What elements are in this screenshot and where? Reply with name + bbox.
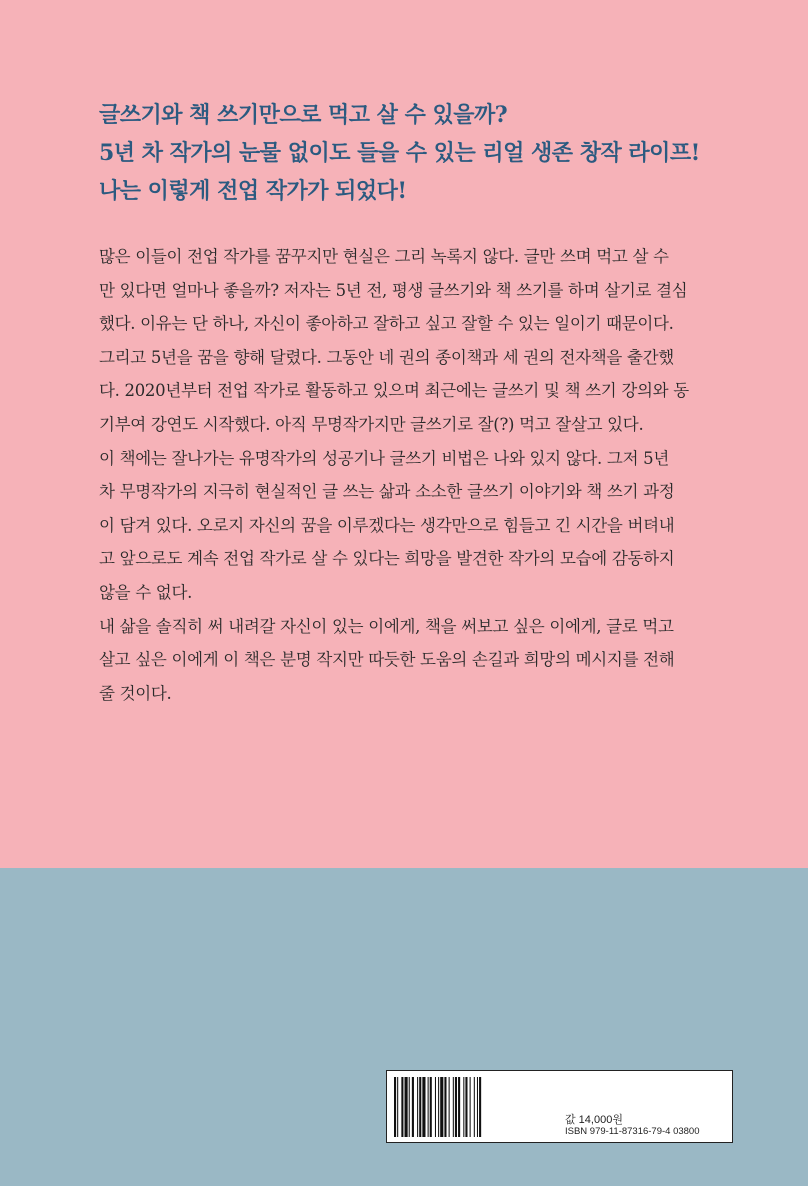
description-line: 기부여 강연도 시작했다. 아직 무명작가지만 글쓰기로 잘(?) 먹고 잘살고 있다. xyxy=(99,414,644,434)
headline-line-3: 나는 이렇게 전업 작가가 되었다! xyxy=(99,178,407,204)
barcode-bar xyxy=(438,1077,439,1137)
barcode-bar xyxy=(455,1077,457,1137)
description-line: 이 담겨 있다. 오로지 자신의 꿈을 이루겠다는 생각만으로 힘들고 긴 시간을 버텨내 xyxy=(99,515,675,535)
isbn-number: ISBN 979-11-87316-79-4 03800 xyxy=(565,1126,700,1137)
description-line: 만 있다면 얼마나 좋을까? 저자는 5년 전, 평생 글쓰기와 책 쓰기를 하며 살기로 결심 xyxy=(99,280,688,300)
headline xyxy=(99,96,759,210)
barcode-bar xyxy=(430,1077,432,1137)
barcode-label xyxy=(386,1070,733,1143)
headline-line-2: 5년 차 작가의 눈물 없이도 들을 수 있는 리얼 생존 창작 라이프! xyxy=(99,140,700,166)
barcode-bar xyxy=(477,1077,478,1137)
barcode-bar xyxy=(394,1077,396,1137)
barcode-bar xyxy=(465,1077,467,1137)
description-line: 고 앞으로도 계속 전업 작가로 살 수 있다는 희망을 발견한 작가의 모습에 감동하지 xyxy=(99,549,675,569)
barcode-bar xyxy=(453,1077,454,1137)
barcode-bar xyxy=(458,1077,460,1137)
barcode-bar xyxy=(409,1077,410,1137)
description-line: 않을 수 없다. xyxy=(99,582,193,602)
description-line: 내 삶을 솔직히 써 내려갈 자신이 있는 이에게, 책을 써보고 싶은 이에게, 글로 먹고 xyxy=(99,616,674,636)
description-line: 이 책에는 잘나가는 유명작가의 성공기나 글쓰기 비법은 나와 있지 않다. 그저 5년 xyxy=(99,448,669,468)
barcode-bar xyxy=(449,1077,450,1137)
description-line: 했다. 이유는 단 하나, 자신이 좋아하고 잘하고 싶고 잘할 수 있는 일이기 때문이다. xyxy=(99,314,674,334)
description-line: 많은 이들이 전업 작가를 꿈꾸지만 현실은 그리 녹록지 않다. 글만 쓰며 먹고 살 수 xyxy=(99,247,669,266)
description-line: 줄 것이다. xyxy=(99,683,172,703)
barcode-bar xyxy=(397,1077,398,1137)
barcode-bar xyxy=(412,1077,414,1137)
barcode-bar xyxy=(422,1077,425,1137)
barcode-bar xyxy=(440,1077,443,1137)
headline-line-1: 글쓰기와 책 쓰기만으로 먹고 살 수 있을까? xyxy=(99,102,508,128)
barcode-bar xyxy=(470,1077,471,1137)
isbn-barcode xyxy=(392,1077,542,1137)
description-line: 다. 2020년부터 전업 작가로 활동하고 있으며 최근에는 글쓰기 및 책 쓰기 강의와 동 xyxy=(99,381,689,401)
barcode-bar xyxy=(405,1077,408,1137)
barcode-bar xyxy=(444,1077,446,1137)
price-label: 값 14,000원 xyxy=(565,1114,623,1126)
barcode-bar xyxy=(474,1077,475,1137)
barcode-bar xyxy=(428,1077,429,1137)
book-description xyxy=(99,240,749,710)
barcode-bar xyxy=(463,1077,464,1137)
description-line: 그리고 5년을 꿈을 향해 달렸다. 그동안 네 권의 종이책과 세 권의 전자책을 출간했 xyxy=(99,347,674,367)
description-line: 차 무명작가의 지극히 현실적인 글 쓰는 삶과 소소한 글쓰기 이야기와 책 쓰기 과정 xyxy=(99,482,675,502)
description-line: 살고 싶은 이에게 이 책은 분명 작지만 따듯한 도움의 손길과 희망의 메시지를 전해 xyxy=(99,650,675,670)
barcode-bar xyxy=(417,1077,418,1137)
barcode-bar xyxy=(435,1077,436,1137)
barcode-bar xyxy=(479,1077,481,1137)
barcode-bar xyxy=(401,1077,403,1137)
barcode-bar xyxy=(419,1077,421,1137)
